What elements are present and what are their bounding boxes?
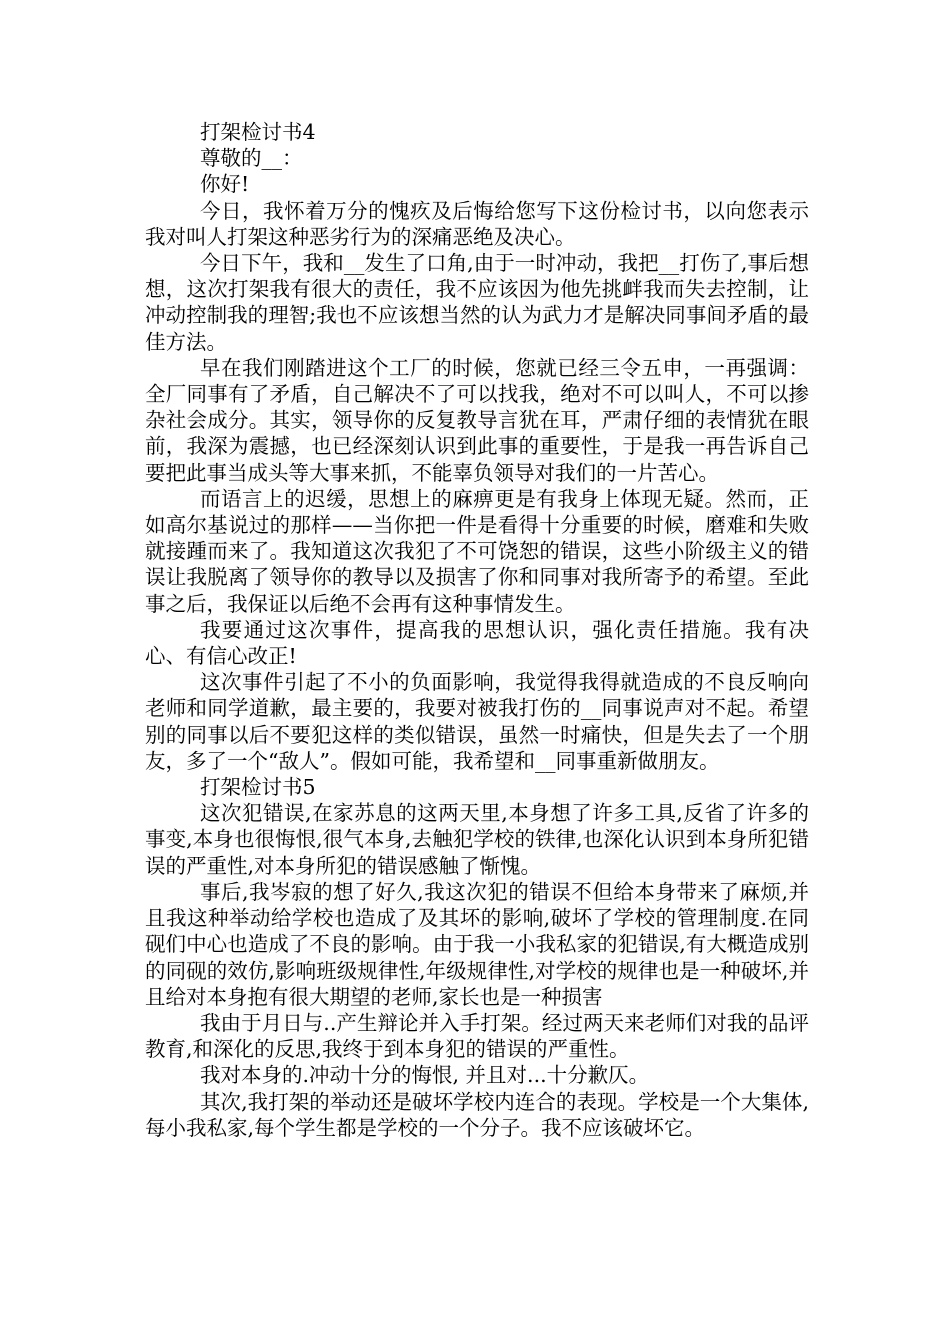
paragraph-10: 我对本身的.冲动十分的悔恨, 并且对...十分歉仄。 [200, 1063, 650, 1088]
paragraph-8: 事后,我岑寂的想了好久,我这次犯的错误不但给本身带来了麻烦,并且我这种举动给学校也造成了及其坏的影响,破坏了学校的管理制度.在同砚们中心也造成了不良的影响。由于我一小我私家的犯错误,有大概造成别的同砚的效仿,影响班级规律性,年级规律性,对学校的规律也是一种破坏,并且给对本身抱有很大期望的老师,家长也是一种损害 [145, 879, 809, 1009]
paragraph-2: 今日下午，我和__发生了口角,由于一时冲动，我把__打伤了,事后想想，这次打架我有很大的责任，我不应该因为他先挑衅我而失去控制，让冲动控制我的理智;我也不应该想当然的认为武力才是解决同事间矛盾的最佳方法。 [145, 251, 809, 354]
paragraph-4: 而语言上的迟缓，思想上的麻痹更是有我身上体现无疑。然而，正如高尔基说过的那样——当你把一件是看得十分重要的时候，磨难和失败就接踵而来了。我知道这次我犯了不可饶恕的错误，这些小阶级主义的错误让我脱离了领导你的教导以及损害了你和同事对我所寄予的希望。至此事之后，我保证以后绝不会再有这种事情发生。 [145, 486, 809, 616]
paragraph-7: 这次犯错误,在家苏息的这两天里,本身想了许多工具,反省了许多的事变,本身也很悔恨,很气本身,去触犯学校的铁律,也深化认识到本身所犯错误的严重性,对本身所犯的错误感触了惭愧。 [145, 801, 809, 878]
paragraph-11: 其次,我打架的举动还是破坏学校内连合的表现。学校是一个大集体,每小我私家,每个学生都是学校的一个分子。我不应该破坏它。 [145, 1089, 809, 1140]
section-heading-4: 打架检讨书4 [200, 120, 316, 144]
paragraph-6: 这次事件引起了不小的负面影响，我觉得我得就造成的不良反响向老师和同学道歉，最主要的，我要对被我打伤的__同事说声对不起。希望别的同事以后不要犯这样的类似错误，虽然一时痛快，但是失去了一个朋友，多了一个“敌人”。假如可能，我希望和__同事重新做朋友。 [145, 670, 809, 773]
greeting: 你好! [200, 172, 250, 197]
paragraph-1: 今日，我怀着万分的愧疚及后悔给您写下这份检讨书，以向您表示我对叫人打架这种恶劣行为的深痛恶绝及决心。 [145, 198, 809, 249]
paragraph-3: 早在我们刚踏进这个工厂的时候，您就已经三令五申，一再强调：全厂同事有了矛盾，自己解决不了可以找我，绝对不可以叫人，不可以掺杂社会成分。其实，领导你的反复教导言犹在耳，严肃仔细的表情犹在眼前，我深为震撼，也已经深刻认识到此事的重要性，于是我一再告诉自己要把此事当成头等大事来抓，不能辜负领导对我们的一片苦心。 [145, 355, 809, 485]
document-body [145, 119, 809, 1141]
section-heading-5: 打架检讨书5 [200, 775, 316, 800]
paragraph-9: 我由于月日与..产生辩论并入手打架。经过两天来老师们对我的品评教育,和深化的反思,我终于到本身犯的错误的严重性。 [145, 1010, 809, 1062]
salutation: 尊敬的__： [200, 146, 303, 171]
paragraph-5: 我要通过这次事件，提高我的思想认识，强化责任措施。我有决心、有信心改正! [145, 617, 809, 669]
